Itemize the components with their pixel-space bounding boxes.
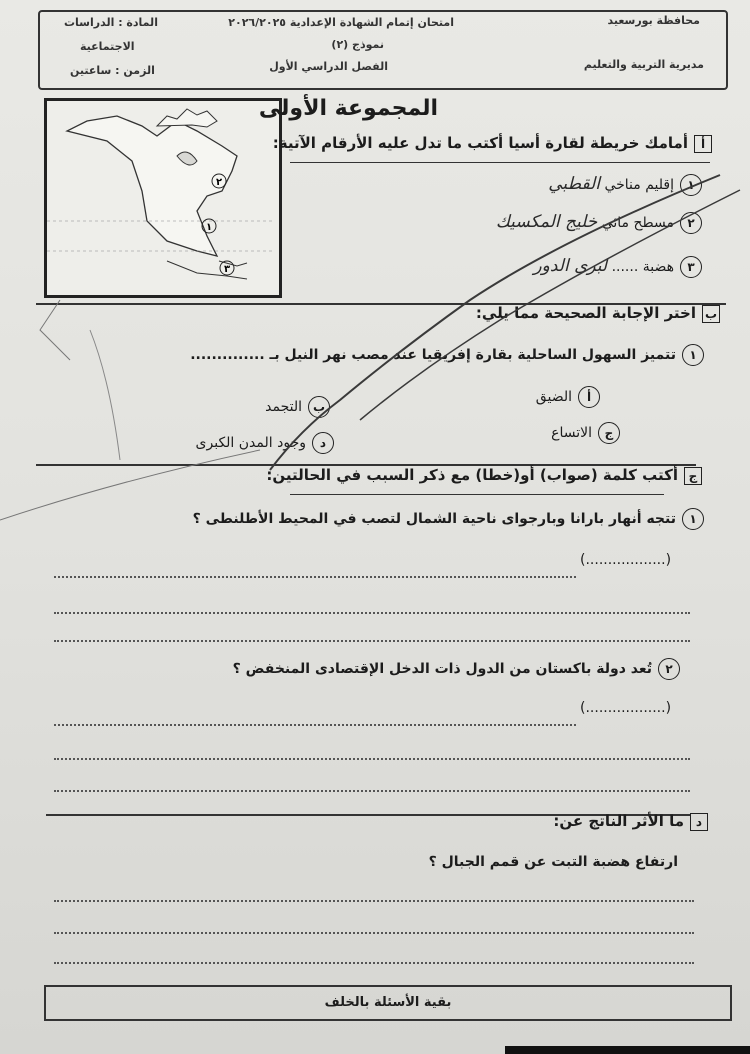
question-text: تتجه أنهار بارانا وبارجواى ناحية الشمال لتصب في المحيط الأطلنطى ؟ — [192, 511, 676, 527]
item-label: إقليم مناخي — [604, 177, 674, 193]
answer-line — [54, 932, 694, 934]
question-b-badge: ب — [702, 305, 720, 323]
item-number: ٢ — [680, 212, 702, 234]
question-d-badge: د — [690, 813, 708, 831]
continent-outline — [67, 116, 237, 256]
directorate: مديرية التربية والتعليم — [583, 58, 704, 71]
option-letter: د — [312, 432, 334, 454]
item-number: ١ — [680, 174, 702, 196]
question-text: تتميز السهول الساحلية بقارة إفريقيا عند مصب نهر النيل بـ — [269, 347, 676, 363]
question-b — [476, 304, 720, 323]
option-c — [551, 422, 620, 444]
option-b — [265, 396, 330, 418]
option-d — [196, 432, 334, 454]
question-d-prompt: ما الأثر الناتج عن: — [553, 812, 684, 830]
option-text: الاتساع — [551, 425, 592, 441]
answer-line — [54, 790, 690, 792]
question-a-item-3: ٣هضبة ...... لبرى الدور — [533, 256, 702, 278]
item-number: ٢ — [658, 658, 680, 680]
scan-edge — [505, 1046, 750, 1054]
map-marker-1: ١ — [205, 222, 213, 233]
item-label: هضبة — [642, 259, 674, 275]
option-text: الضيق — [535, 389, 572, 405]
option-text: وجود المدن الكبرى — [195, 435, 306, 451]
handwritten-answer: خليج المكسيك — [495, 212, 598, 232]
question-c-item-1 — [193, 508, 704, 530]
exam-term: الفصل الدراسي الأول — [269, 60, 388, 73]
answer-line — [54, 576, 576, 578]
item-number: ١ — [682, 508, 704, 530]
item-number: ١ — [682, 344, 704, 366]
answer-line — [54, 962, 694, 964]
answer-line — [54, 640, 690, 642]
map-drawing — [47, 101, 273, 289]
question-b-question: ١تتميز السهول الساحلية بقارة إفريقيا عند مصب نهر النيل بـ .............. — [190, 344, 704, 366]
exam-title: امتحان إتمام الشهادة الإعدادية ٢٠٢٦/٢٠٢٥ — [228, 16, 454, 29]
footer-note: بقية الأسئلة بالخلف — [44, 985, 732, 1021]
question-a — [273, 134, 712, 153]
subject: المادة : الدراسات — [64, 16, 158, 29]
prompt-underline — [290, 494, 664, 495]
question-c-prompt: أكتب كلمة (صواب) أو(خطا) مع ذكر السبب في الحالتين: — [266, 466, 678, 484]
option-letter: ج — [598, 422, 620, 444]
exam-model: نموذج (٢) — [331, 38, 384, 51]
subject-2: الاجتماعية — [80, 40, 135, 53]
question-d-question: ارتفاع هضبة التبت عن قمم الجبال ؟ — [428, 854, 678, 870]
question-a-badge: أ — [694, 135, 712, 153]
item-number: ٣ — [680, 256, 702, 278]
answer-line — [54, 724, 576, 726]
answer-bracket: (..................) — [580, 552, 672, 568]
question-a-item-1 — [548, 174, 702, 196]
question-b-prompt: اختر الإجابة الصحيحة مما يلي: — [475, 304, 696, 322]
central-america — [167, 261, 247, 279]
arctic-islands — [157, 109, 217, 127]
answer-line — [54, 612, 690, 614]
handwritten-answer: لبرى الدور — [533, 256, 608, 276]
group-title: المجموعة الأولى — [258, 96, 438, 121]
option-a — [536, 386, 600, 408]
option-text: التجمد — [265, 399, 302, 415]
option-letter: ب — [308, 396, 330, 418]
answer-line — [54, 900, 694, 902]
question-c-badge: ج — [684, 467, 702, 485]
exam-time: الزمن : ساعتين — [70, 64, 155, 77]
option-letter: أ — [578, 386, 600, 408]
item-label: مسطح مائي — [601, 215, 674, 231]
prompt-underline — [290, 162, 710, 163]
handwritten-answer: القطبي — [548, 174, 601, 194]
governorate: محافظة بورسعيد — [607, 14, 700, 27]
answer-bracket: (..................) — [580, 700, 672, 716]
pen-stroke — [40, 300, 70, 360]
pen-stroke — [90, 330, 120, 460]
north-america-map — [44, 98, 282, 298]
map-marker-3: ٣ — [223, 264, 231, 275]
question-text: تُعد دولة باكستان من الدول ذات الدخل الإقتصادى المنخفض ؟ — [232, 661, 652, 677]
question-c — [266, 466, 702, 485]
exam-header — [38, 10, 728, 90]
question-c-item-2 — [233, 658, 680, 680]
question-a-prompt: أمامك خريطة لقارة أسيا أكتب ما تدل عليه الأرقام الآتية: — [272, 134, 688, 152]
question-d — [553, 812, 708, 831]
map-marker-2: ٢ — [215, 177, 223, 188]
answer-line — [54, 758, 690, 760]
question-a-item-2 — [496, 212, 702, 234]
